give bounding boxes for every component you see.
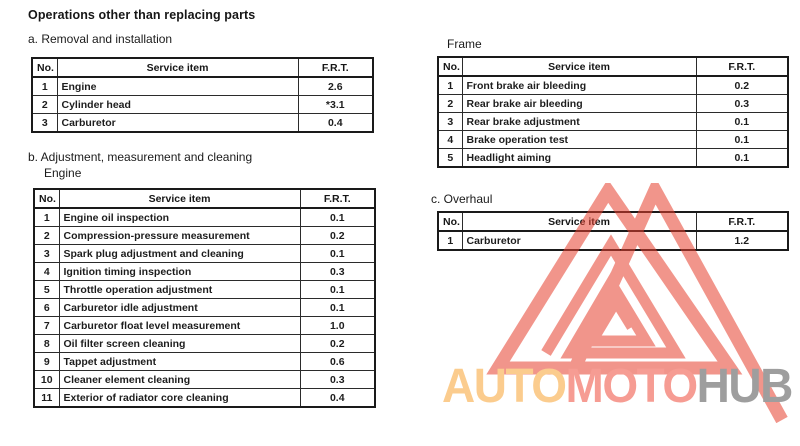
row-no: 1 — [34, 208, 59, 227]
table-header-row — [438, 57, 788, 76]
col-header-frt: F.R.T. — [696, 57, 788, 76]
table-row — [34, 281, 375, 299]
col-header-service-item: Service item — [462, 57, 696, 76]
table-row — [32, 77, 373, 96]
row-frt: 0.1 — [696, 131, 788, 149]
table-row — [32, 96, 373, 114]
wordmark-moto: MOTO — [565, 357, 697, 413]
table-row — [34, 263, 375, 281]
table-row — [438, 113, 788, 131]
row-no: 1 — [438, 76, 462, 95]
row-no: 4 — [438, 131, 462, 149]
row-service-item: Front brake air bleeding — [462, 76, 696, 95]
row-frt: 0.1 — [696, 149, 788, 168]
col-header-service-item: Service item — [462, 212, 696, 231]
row-frt: 2.6 — [298, 77, 373, 96]
col-header-no: No. — [34, 189, 59, 208]
table-header-row — [438, 212, 788, 231]
row-service-item: Headlight aiming — [462, 149, 696, 168]
section-label-adjustment: b. Adjustment, measurement and cleaning — [28, 150, 253, 164]
table-row — [438, 131, 788, 149]
row-service-item: Exterior of radiator core cleaning — [59, 389, 300, 408]
table-row — [34, 371, 375, 389]
row-service-item: Brake operation test — [462, 131, 696, 149]
table-header-row — [32, 58, 373, 77]
row-frt: 0.4 — [298, 114, 373, 133]
row-no: 8 — [34, 335, 59, 353]
table-row — [438, 76, 788, 95]
adjustment-table — [33, 188, 376, 408]
row-service-item: Engine oil inspection — [59, 208, 300, 227]
row-no: 4 — [34, 263, 59, 281]
automotohub-wordmark — [442, 357, 792, 413]
table-row — [34, 317, 375, 335]
col-header-frt: F.R.T. — [300, 189, 375, 208]
row-no: 2 — [32, 96, 57, 114]
frame-table — [437, 56, 789, 168]
row-no: 6 — [34, 299, 59, 317]
row-service-item: Spark plug adjustment and cleaning — [59, 245, 300, 263]
row-frt: 1.0 — [300, 317, 375, 335]
row-no: 2 — [34, 227, 59, 245]
row-no: 5 — [438, 149, 462, 168]
row-frt: 0.3 — [696, 95, 788, 113]
row-no: 1 — [438, 231, 462, 250]
section-label-overhaul: c. Overhaul — [431, 192, 493, 206]
row-frt: 0.3 — [300, 371, 375, 389]
row-frt: 1.2 — [696, 231, 788, 250]
subsection-label-engine: Engine — [44, 166, 82, 180]
table-row — [34, 353, 375, 371]
row-service-item: Throttle operation adjustment — [59, 281, 300, 299]
row-frt: 0.4 — [300, 389, 375, 408]
row-service-item: Carburetor — [462, 231, 696, 250]
row-frt: 0.1 — [300, 208, 375, 227]
table-row — [34, 227, 375, 245]
row-service-item: Cylinder head — [57, 96, 298, 114]
row-service-item: Tappet adjustment — [59, 353, 300, 371]
row-no: 11 — [34, 389, 59, 408]
row-service-item: Oil filter screen cleaning — [59, 335, 300, 353]
row-no: 10 — [34, 371, 59, 389]
row-frt: 0.2 — [300, 227, 375, 245]
row-frt: 0.2 — [300, 335, 375, 353]
row-frt: 0.1 — [696, 113, 788, 131]
row-service-item: Ignition timing inspection — [59, 263, 300, 281]
row-service-item: Carburetor float level measurement — [59, 317, 300, 335]
overhaul-table — [437, 211, 789, 251]
row-service-item: Carburetor — [57, 114, 298, 133]
row-frt: 0.6 — [300, 353, 375, 371]
row-service-item: Cleaner element cleaning — [59, 371, 300, 389]
row-no: 2 — [438, 95, 462, 113]
section-label-frame: Frame — [447, 37, 482, 51]
row-frt: 0.1 — [300, 299, 375, 317]
col-header-no: No. — [438, 212, 462, 231]
removal-table — [31, 57, 374, 133]
table-row — [438, 231, 788, 250]
table-row — [34, 335, 375, 353]
wordmark-auto: AUTO — [442, 357, 566, 413]
row-frt: 0.3 — [300, 263, 375, 281]
table-row — [438, 149, 788, 168]
row-service-item: Carburetor idle adjustment — [59, 299, 300, 317]
col-header-frt: F.R.T. — [298, 58, 373, 77]
table-row — [34, 299, 375, 317]
row-no: 7 — [34, 317, 59, 335]
col-header-no: No. — [438, 57, 462, 76]
row-no: 3 — [438, 113, 462, 131]
table-row — [34, 389, 375, 408]
row-frt: 0.2 — [696, 76, 788, 95]
table-row — [438, 95, 788, 113]
table-row — [34, 208, 375, 227]
col-header-no: No. — [32, 58, 57, 77]
page-title: Operations other than replacing parts — [28, 8, 256, 22]
table-row — [34, 245, 375, 263]
row-service-item: Compression-pressure measurement — [59, 227, 300, 245]
row-frt: 0.1 — [300, 281, 375, 299]
row-service-item: Rear brake air bleeding — [462, 95, 696, 113]
row-no: 9 — [34, 353, 59, 371]
row-service-item: Engine — [57, 77, 298, 96]
section-label-removal: a. Removal and installation — [28, 32, 173, 46]
row-no: 1 — [32, 77, 57, 96]
col-header-frt: F.R.T. — [696, 212, 788, 231]
row-frt: *3.1 — [298, 96, 373, 114]
table-header-row — [34, 189, 375, 208]
col-header-service-item: Service item — [57, 58, 298, 77]
row-service-item: Rear brake adjustment — [462, 113, 696, 131]
wordmark-hub: HUB — [696, 357, 792, 413]
row-no: 5 — [34, 281, 59, 299]
row-no: 3 — [32, 114, 57, 133]
row-no: 3 — [34, 245, 59, 263]
row-frt: 0.1 — [300, 245, 375, 263]
table-row — [32, 114, 373, 133]
col-header-service-item: Service item — [59, 189, 300, 208]
